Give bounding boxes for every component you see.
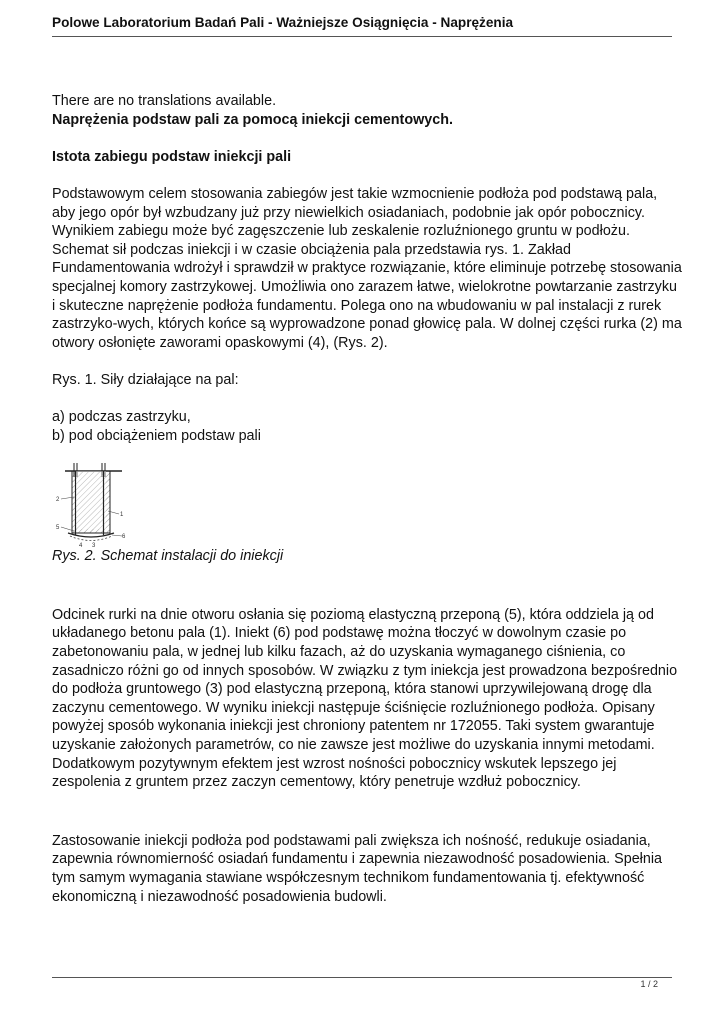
paragraph-conclusion: Zastosowanie iniekcji podłoża pod podstawami pali zwiększa ich nośność, redukuje osiadania, zapewnia równomierność osiadań fundamentu i zapewnia niezawodność posadowienia. Spełnia tym samym wymagania stawiane współczesnym technikom fundamentowania tj. efektywność ekonomiczną i niezawodność posadowienia budowli.	[52, 832, 662, 905]
figure-2-label: 5	[56, 525, 60, 532]
figure-2-diagram	[52, 457, 132, 550]
figure-2-label: 4	[79, 543, 83, 550]
pile-injection-schematic	[52, 457, 132, 549]
footer-divider	[52, 977, 672, 978]
paragraph-intro: Podstawowym celem stosowania zabiegów jest takie wzmocnienie podłoża pod podstawą pala, aby jego opór był wzbudzany już przy niewielkich osiadaniach, podobnie jak opór pobocznicy. Wynikiem zabiegu może być zagęszczenie lub zeskalenie rozluźnionego gruntu w podłożu. Schemat sił podczas iniekcji i w czasie obciążenia pala przedstawia rys. 1. Zakład Fundamentowania wdrożył i sprawdził w praktyce rozwiązanie, które eliminuje potrzebę stosowania specjalnej komory zastrzykowej. Umożliwia ono zarazem łatwe, wielokrotne powtarzanie zastrzyku i skuteczne naprężenie podłoża fundamentu. Polega ono na wbudowaniu w pal instalacji z rurek zastrzyko-wych, których końce są wyprowadzone ponad głowicę pala. W dolnej części rurka (2) ma otwory osłonięte zaworami opaskowymi (4), (Rys. 2).	[52, 185, 682, 351]
article-title: Naprężenia podstaw pali za pomocą iniekcji cementowych.	[52, 111, 453, 128]
page-header-title: Polowe Laboratorium Badań Pali - Ważniejsze Osiągnięcia - Naprężenia	[52, 13, 672, 37]
paragraph-description: Odcinek rurki na dnie otworu osłania się poziomą elastyczną przeponą (5), która oddziela ją od układanego betonu pala (1). Iniekt (6) pod podstawę można tłoczyć w dowolnym czasie po zabetonowaniu pala, w jednej lub kilku fazach, aż do uzyskania wymaganego ciśnienia, co zasadniczo różni go od innych sposobów. W związku z tym iniekcja jest prowadzona bezpośrednio do podłoża gruntowego (3) pod elastyczną przeponą, która stanowi uprzywilejowaną drogę dla zaczynu cementowego. W wyniku iniekcji następuje ściśnięcie rozluźnionego podłoża. Opisany powyżej sposób wykonania iniekcji jest chroniony patentem nr 172055. Taki system gwarantuje uzyskanie założonych parametrów, co nie zawsze jest możliwe do uzyskania innymi metodami. Dodatkowym pozytywnym efektem jest wzrost nośności pobocznicy wskutek lepszego jej zespolenia z gruntem przez zaczyn cementowy, który penetruje wzdłuż pobocznicy.	[52, 606, 678, 791]
translation-notice: There are no translations available.	[52, 93, 277, 109]
figure-2-caption: Rys. 2. Schemat instalacji do iniekcji	[52, 548, 284, 565]
figure-2-label: 2	[56, 497, 60, 504]
figure-2-label: 6	[122, 534, 126, 541]
figure-2-label: 1	[120, 512, 124, 519]
figure-2-label: 3	[92, 543, 96, 550]
page-number: 1 / 2	[640, 979, 658, 989]
section-heading: Istota zabiegu podstaw iniekcji pali	[52, 148, 292, 165]
figure-1-item-a: a) podczas zastrzyku,	[52, 409, 191, 426]
article-content	[52, 92, 682, 906]
figure-1-item-b: b) pod obciążeniem podstaw pali	[52, 427, 261, 444]
figure-1-caption: Rys. 1. Siły działające na pal:	[52, 371, 239, 388]
